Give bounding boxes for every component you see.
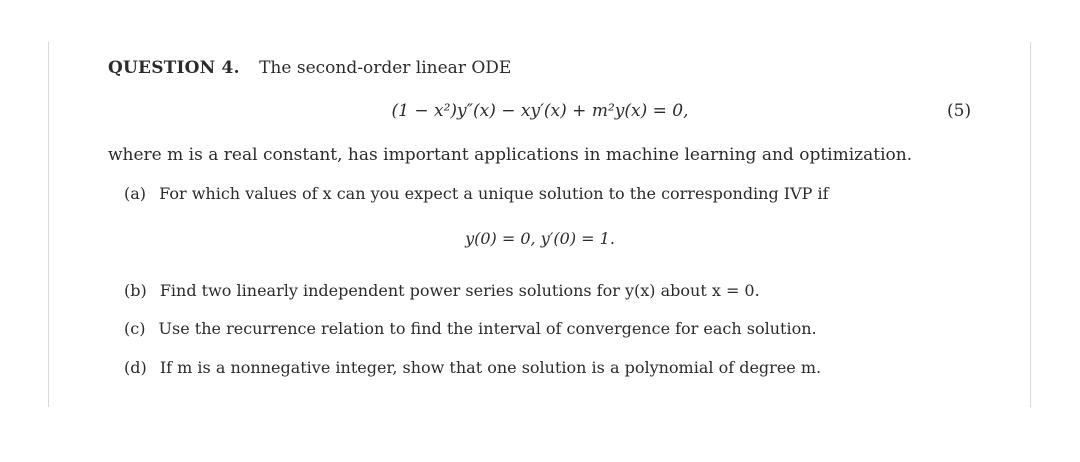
part-a-text: For which values of x can you expect a unique solution to the corresponding IVP if	[159, 184, 829, 203]
part-c-letter: (c)	[124, 319, 146, 338]
part-c-text: Use the recurrence relation to find the interval of convergence for each solution.	[158, 319, 817, 338]
part-b-text: Find two linearly independent power series solutions for y(x) about x = 0.	[159, 281, 760, 300]
equation-number: (5)	[947, 101, 972, 121]
part-a	[124, 184, 829, 203]
initial-conditions: y(0) = 0, y′(0) = 1.	[465, 229, 615, 248]
part-a-letter: (a)	[124, 184, 147, 203]
ode-equation: (1 − x²)y″(x) − xy′(x) + m²y(x) = 0,	[391, 101, 689, 121]
question-label: QUESTION 4.	[108, 58, 240, 78]
part-d-letter: (d)	[124, 358, 147, 377]
part-d-text: If m is a nonnegative integer, show that one solution is a polynomial of degree m.	[159, 358, 822, 377]
part-d	[124, 358, 821, 377]
part-b-letter: (b)	[124, 281, 147, 300]
question-intro: The second-order linear ODE	[259, 58, 512, 78]
question-header	[108, 58, 511, 78]
part-c	[124, 319, 817, 338]
part-b	[124, 281, 760, 300]
question-description: where m is a real constant, has important applications in machine learning and optimization.	[108, 145, 913, 165]
left-margin-rule	[48, 42, 49, 407]
right-margin-rule	[1030, 42, 1031, 407]
